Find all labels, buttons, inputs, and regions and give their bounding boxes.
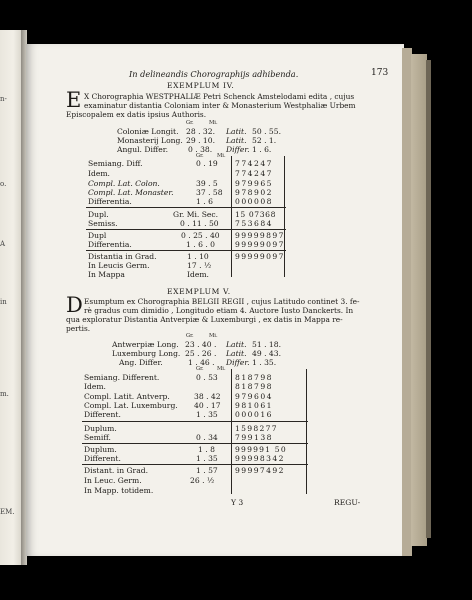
text-line: Esumptum ex Chorographia BELGII REGII , cujus Latitudo continet 3. fe- [84,297,360,306]
signature-mark: Y 3 [231,498,244,507]
example-4-title: EXEMPLUM IV. [167,81,235,90]
coord-label: Coloniæ Longit. [117,127,179,136]
table-row-value: Idem. [187,270,209,279]
table-rule [86,207,286,208]
table-row-value: 40 . 17 [194,401,221,410]
table-row-label: Duplum. [84,424,117,433]
table-column-rule [231,156,232,277]
table-row-value: Gr. Mi. Sec. [173,210,219,219]
coord-label: Ang. Differ. [119,358,163,367]
lat-label: Latit. [226,127,247,136]
table-row-label: Idem. [84,382,106,391]
table-row-label: Different. [84,454,121,463]
coord-label: Luxemburg Long. [112,349,181,358]
example-5-title: EXEMPLUM V. [167,287,231,296]
left-page-fragment: EM. [0,508,15,516]
table-rule [86,250,286,251]
table-row-value: 37 . 58 [196,188,223,197]
left-page-fragment: o. [0,180,7,188]
table-column-rule [231,369,232,494]
table-row-label: Compl. Lat. Colon. [88,179,160,188]
text-line: pertis. [66,324,91,333]
text-line: Episcopalem ex datis ipsius Authoris. [66,110,207,119]
column-header: Gr. [186,333,194,339]
coord-value: 28 . 32. [186,127,215,136]
lat-value: 1 . 35. [252,358,277,367]
table-rule [82,421,308,422]
table-row-log: 818798 [235,373,273,382]
table-row-label: In Leucis Germ. [88,261,150,270]
column-header: Gr. [196,366,204,372]
table-row-label: Compl. Lat. Luxemburg. [84,401,178,410]
table-rule [86,229,286,230]
table-row-label: Compl. Lat. Monaster. [88,188,174,197]
lat-value: 51 . 18. [252,340,281,349]
coord-label: Antwerpiæ Long. [112,340,179,349]
table-row-log: 799138 [235,433,273,442]
running-title: In delineandis Chorographijs adhibenda. [129,69,299,79]
table-row-label: Distant. in Grad. [84,466,148,475]
table-row-log: 981061 [235,401,273,410]
table-row-value: 1 . 10 [187,252,209,261]
table-row-value: 39 . 5 [196,179,218,188]
table-row-label: In Leuc. Germ. [84,476,142,485]
left-page-fragment: m. [0,390,9,398]
lat-label: Differ. [226,358,250,367]
coord-value: 29 . 10. [186,136,215,145]
table-row-label: Compl. Latit. Antverp. [84,392,170,401]
table-row-value: 1 . 6 [196,197,213,206]
table-row-value: 1 . 6 . 0 [186,240,215,249]
coord-value: 1 . 46 . [188,358,215,367]
table-row-value: 26 . ½ [190,476,215,485]
table-row-label: Different. [84,410,121,419]
table-rule [82,464,308,465]
table-row-label: In Mappa [88,270,125,279]
column-header: Gr. [186,120,194,126]
table-row-log: 99999097 [235,240,285,249]
table-row-log: 774247 [235,159,273,168]
left-page-fragment: in [0,298,7,306]
binding-edge [426,60,431,538]
drop-cap: E [66,88,82,112]
table-row-label: In Mapp. totidem. [84,486,154,495]
lat-label: Latit. [226,340,247,349]
table-row-value: 38 . 42 [194,392,221,401]
table-row-label: Idem. [88,169,110,178]
table-row-log: 000008 [235,197,273,206]
table-row-value: 1 . 8 [198,445,215,454]
table-row-log: 978902 [235,188,273,197]
column-header: Mi. [217,153,226,159]
table-row-log: 99999897 [235,231,285,240]
coord-value: 23 . 40 . [185,340,217,349]
table-row-log: 99999097 [235,252,285,261]
table-row-label: Semiang. Diff. [88,159,143,168]
table-row-value: 1 . 57 [196,466,218,475]
page-number: 173 [371,68,389,78]
table-row-log: 818798 [235,382,273,391]
text-line: examinatur distantia Coloniam inter & Monasterium Westphaliæ Urbem [84,101,356,110]
column-header: Mi. [217,366,226,372]
table-row-value: 0 . 19 [196,159,218,168]
table-row-log: 753684 [235,219,273,228]
lat-value: 52 . 1. [252,136,277,145]
table-row-label: Dupl [88,231,107,240]
table-row-log: 999991 50 [235,445,287,454]
coord-value: 25 . 26 . [185,349,217,358]
lat-label: Latit. [226,136,247,145]
left-page-fragment: A [0,240,6,248]
table-row-value: 0 . 53 [196,373,218,382]
table-row-label: Semiff. [84,433,111,442]
table-row-log: 979965 [235,179,273,188]
left-page-fragment: n- [0,95,7,103]
column-header: Gr. [196,153,204,159]
table-row-value: 17 . ½ [187,261,212,270]
table-row-label: Differentia. [88,197,132,206]
table-row-log: 774247 [235,169,273,178]
text-line: rè gradus cum dimidio , Longitudo etiam 4. Auctore Iusto Danckerts. In [84,306,354,315]
table-rule [82,443,308,444]
lat-label: Differ. [226,145,250,154]
lat-label: Latit. [226,349,247,358]
lat-value: 49 . 43. [252,349,281,358]
table-row-log: 99997492 [235,466,285,475]
coord-label: Angul. Differ. [117,145,168,154]
text-line: qua exploratur Distantia Antverpiæ & Luxemburgi , ex datis in Mappa re- [66,315,343,324]
column-header: Mi. [209,120,218,126]
page-edges-outer [411,54,427,546]
table-row-value: 0 . 25 . 40 [181,231,220,240]
table-row-label: Duplum. [84,445,117,454]
catchword: REGU- [334,498,361,507]
drop-cap: D [66,293,83,317]
table-row-label: Semiang. Different. [84,373,160,382]
table-row-log: 15 07368 [235,210,277,219]
table-row-value: 1 . 35 [196,454,218,463]
table-row-log: 000016 [235,410,273,419]
table-column-rule [306,369,307,494]
text-line: X Chorographia WESTPHALIÆ Petri Schenck Amstelodami edita , cujus [84,92,355,101]
coord-value: 0 . 38. [188,145,213,154]
lat-value: 1 . 6. [252,145,272,154]
table-row-value: 0 . 34 [196,433,218,442]
table-row-log: 979604 [235,392,273,401]
table-row-label: Dupl. [88,210,109,219]
table-row-label: Differentia. [88,240,132,249]
lat-value: 50 . 55. [252,127,281,136]
column-header: Mi. [209,333,218,339]
table-row-value: 0 . 11 . 50 [180,219,219,228]
table-row-log: 1598277 [235,424,278,433]
table-row-label: Distantia in Grad. [88,252,157,261]
table-row-value: 1 . 35 [196,410,218,419]
table-row-log: 99998342 [235,454,285,463]
coord-label: Monasterij Long. [117,136,183,145]
table-row-label: Semiss. [88,219,118,228]
